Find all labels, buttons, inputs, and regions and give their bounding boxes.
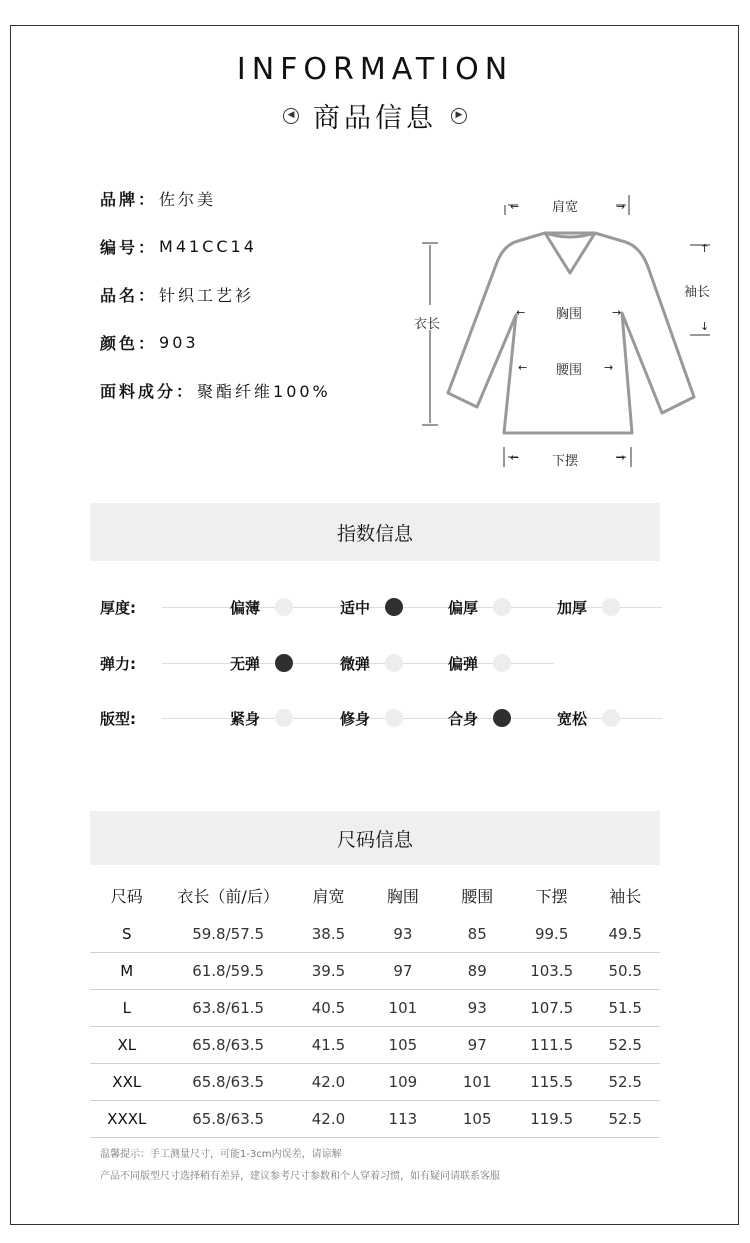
size-cell: L [90, 990, 164, 1027]
garment-diagram [400, 185, 730, 475]
info-key: 品牌： [100, 189, 158, 209]
index-label: 弹力: [100, 655, 136, 673]
table-cell: 97 [442, 1027, 513, 1064]
index-option: 加厚 [557, 599, 588, 617]
chest-col-header: 胸围 [364, 874, 441, 916]
shoulder-col-header: 肩宽 [293, 874, 364, 916]
index-option: 适中 [340, 599, 371, 617]
table-cell: 109 [364, 1064, 441, 1101]
index-option: 微弹 [340, 655, 371, 673]
index-option: 无弹 [230, 655, 261, 673]
index-option: 合身 [448, 710, 479, 728]
info-value: 聚酯纤维100% [197, 381, 331, 401]
note-measure: 温馨提示：手工测量尺寸，可能1-3cm内误差，请谅解 [100, 1149, 342, 1160]
table-cell: 40.5 [293, 990, 364, 1027]
index-dot [493, 598, 511, 616]
index-dot [385, 654, 403, 672]
length-col-header: 衣长（前/后） [164, 874, 293, 916]
title-en: INFORMATION [236, 52, 514, 87]
info-row-code [100, 222, 331, 270]
table-row [90, 990, 660, 1027]
table-cell: 50.5 [590, 953, 660, 990]
arrow-left-icon: ← [516, 306, 526, 319]
table-cell: 101 [364, 990, 441, 1027]
size-cell: M [90, 953, 164, 990]
index-dot-selected [385, 598, 403, 616]
table-cell: 49.5 [590, 916, 660, 953]
info-row-name [100, 270, 331, 318]
info-value: 针织工艺衫 [159, 285, 255, 305]
sweater-outline-icon [400, 185, 730, 475]
index-dot-selected [275, 654, 293, 672]
size-cell: XXL [90, 1064, 164, 1101]
waist-col-header: 腰围 [442, 874, 513, 916]
table-row [90, 1101, 660, 1138]
table-cell: 113 [364, 1101, 441, 1138]
index-option: 宽松 [557, 710, 588, 728]
index-row-fit [100, 706, 670, 730]
table-row [90, 916, 660, 953]
info-key: 面料成分： [100, 381, 196, 401]
shoulder-label: 肩宽 [552, 200, 579, 215]
index-dot [602, 709, 620, 727]
index-dot-selected [493, 709, 511, 727]
table-cell: 105 [364, 1027, 441, 1064]
sleeve-label: 袖长 [684, 285, 711, 300]
size-table [90, 874, 660, 1138]
size-col-header: 尺码 [90, 874, 164, 916]
table-cell: 52.5 [590, 1027, 660, 1064]
size-table-header [90, 874, 660, 916]
table-cell: 93 [442, 990, 513, 1027]
table-cell: 38.5 [293, 916, 364, 953]
waist-label: 腰围 [556, 363, 583, 378]
arrow-right-icon: → [604, 361, 614, 374]
info-row-material [100, 366, 331, 414]
table-cell: 41.5 [293, 1027, 364, 1064]
table-cell: 51.5 [590, 990, 660, 1027]
arrow-right-icon: → [616, 451, 626, 464]
index-section-title: 指数信息 [90, 503, 660, 561]
index-dot [385, 709, 403, 727]
size-cell: S [90, 916, 164, 953]
info-value: 903 [159, 332, 199, 352]
table-cell: 52.5 [590, 1101, 660, 1138]
arrow-left-icon: ← [510, 451, 520, 464]
index-option: 偏弹 [448, 655, 479, 673]
index-dot [275, 598, 293, 616]
info-key: 颜色： [100, 333, 158, 353]
info-row-color [100, 318, 331, 366]
table-cell: 42.0 [293, 1101, 364, 1138]
title-cn-row [0, 96, 750, 135]
info-row-brand [100, 174, 331, 222]
table-cell: 119.5 [513, 1101, 591, 1138]
index-option: 偏薄 [230, 599, 261, 617]
table-cell: 65.8/63.5 [164, 1101, 293, 1138]
table-cell: 52.5 [590, 1064, 660, 1101]
table-cell: 59.8/57.5 [164, 916, 293, 953]
index-dot [493, 654, 511, 672]
right-arrow-icon: ▶ [451, 108, 467, 124]
table-cell: 65.8/63.5 [164, 1027, 293, 1064]
index-option: 偏厚 [448, 599, 479, 617]
table-cell: 61.8/59.5 [164, 953, 293, 990]
table-cell: 99.5 [513, 916, 591, 953]
table-cell: 89 [442, 953, 513, 990]
index-dot [275, 709, 293, 727]
info-value: 佐尔美 [159, 189, 217, 209]
arrow-up-icon: ↑ [700, 242, 710, 255]
index-row-elasticity [100, 651, 670, 675]
index-row-thickness [100, 595, 670, 619]
left-arrow-icon: ◀ [283, 108, 299, 124]
sleeve-col-header: 袖长 [590, 874, 660, 916]
table-row [90, 953, 660, 990]
table-cell: 93 [364, 916, 441, 953]
table-row [90, 1027, 660, 1064]
arrow-right-icon: → [612, 306, 622, 319]
table-cell: 39.5 [293, 953, 364, 990]
title-cn: 商品信息 [313, 103, 437, 134]
table-cell: 42.0 [293, 1064, 364, 1101]
table-cell: 63.8/61.5 [164, 990, 293, 1027]
index-label: 厚度: [100, 599, 136, 617]
hem-col-header: 下摆 [513, 874, 591, 916]
table-cell: 111.5 [513, 1027, 591, 1064]
info-key: 编号： [100, 237, 158, 257]
table-cell: 105 [442, 1101, 513, 1138]
chest-label: 胸围 [556, 307, 583, 322]
info-key: 品名： [100, 285, 158, 305]
index-option: 紧身 [230, 710, 261, 728]
arrow-left-icon: ← [518, 361, 528, 374]
size-cell: XXXL [90, 1101, 164, 1138]
length-label: 衣长 [414, 317, 441, 332]
size-section-title: 尺码信息 [90, 811, 660, 865]
table-cell: 97 [364, 953, 441, 990]
table-row [90, 1064, 660, 1101]
product-info-list [100, 174, 331, 414]
table-cell: 101 [442, 1064, 513, 1101]
table-cell: 103.5 [513, 953, 591, 990]
index-dot [602, 598, 620, 616]
table-cell: 107.5 [513, 990, 591, 1027]
arrow-down-icon: ↓ [700, 320, 710, 333]
arrow-right-icon: → [616, 200, 626, 213]
index-option: 修身 [340, 710, 371, 728]
hem-label: 下摆 [552, 454, 579, 469]
note-fit-advice: 产品不同版型尺寸选择稍有差异，建议参考尺寸参数和个人穿着习惯，如有疑问请联系客服 [100, 1171, 500, 1182]
table-cell: 85 [442, 916, 513, 953]
table-cell: 115.5 [513, 1064, 591, 1101]
table-cell: 65.8/63.5 [164, 1064, 293, 1101]
index-label: 版型: [100, 710, 136, 728]
info-value: M41CC14 [159, 236, 257, 256]
size-cell: XL [90, 1027, 164, 1064]
arrow-left-icon: ← [510, 200, 520, 213]
